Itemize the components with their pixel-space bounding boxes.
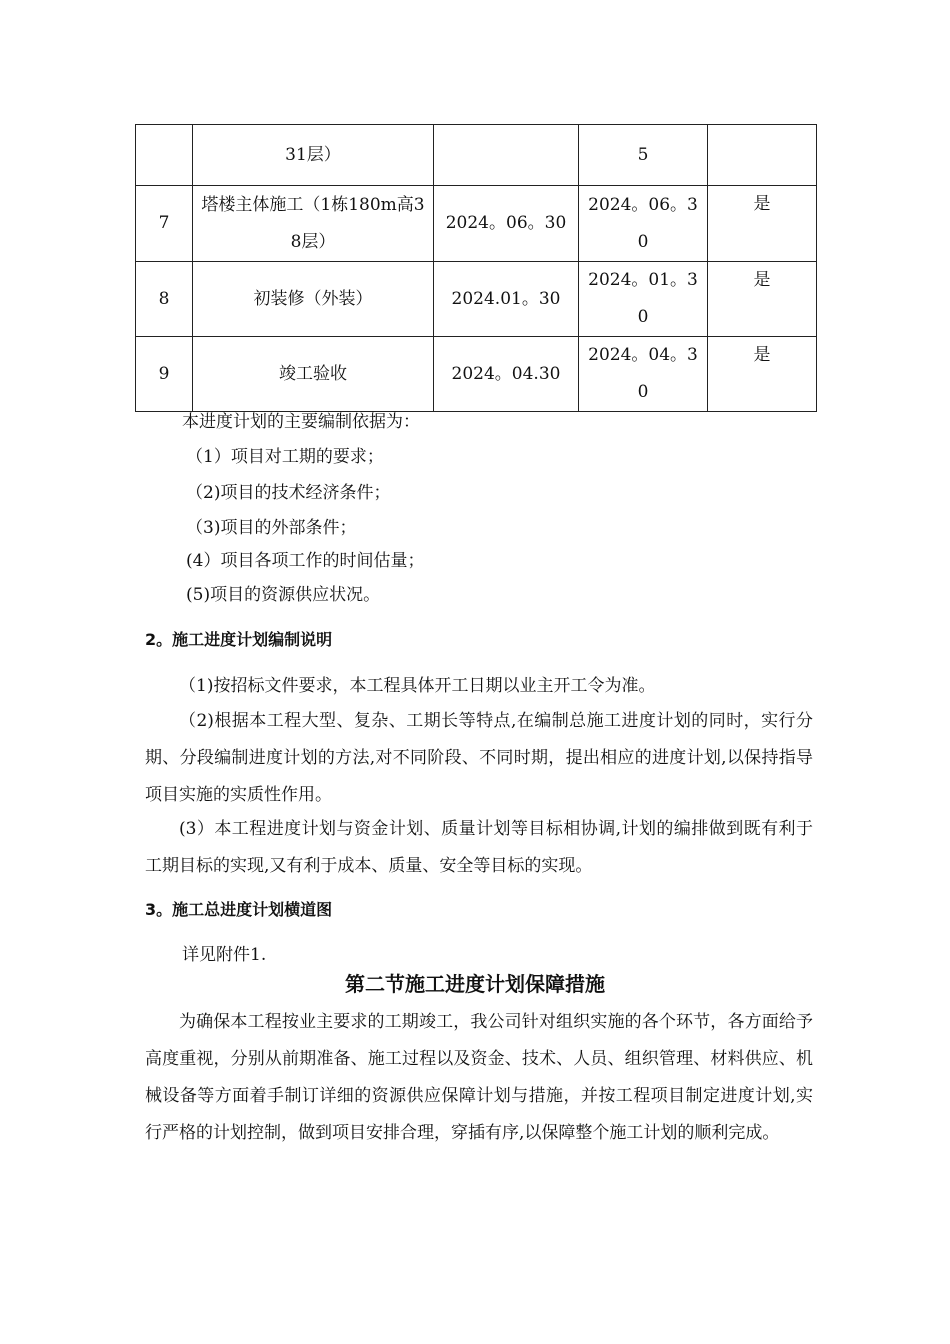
cell-no: 7 bbox=[136, 186, 193, 262]
cell-end: 2024。01。30 bbox=[579, 262, 708, 337]
section-title: 第二节施工进度计划保障措施 bbox=[345, 972, 605, 996]
cell-task: 塔楼主体施工（1栋180m高38层） bbox=[193, 186, 434, 262]
paragraph: （2)根据本工程大型、复杂、工期长等特点,在编制总施工进度计划的同时，实行分期、分段编制进度计划的方法,对不同阶段、不同时期，提出相应的进度计划,以保持指导项目实施的实质性作用。 bbox=[145, 711, 813, 805]
basis-item: （2)项目的技术经济条件； bbox=[186, 483, 391, 503]
schedule-table bbox=[135, 124, 817, 412]
basis-item: (5)项目的资源供应状况。 bbox=[186, 585, 381, 605]
cell-end: 5 bbox=[579, 125, 708, 186]
cell-no bbox=[136, 125, 193, 186]
cell-no: 8 bbox=[136, 262, 193, 337]
cell-end: 2024。06。30 bbox=[579, 186, 708, 262]
cell-task: 31层） bbox=[193, 125, 434, 186]
attachment-note: 详见附件1. bbox=[182, 945, 267, 965]
table-row bbox=[136, 262, 817, 337]
basis-item: （3)项目的外部条件； bbox=[186, 518, 357, 538]
cell-done: 是 bbox=[708, 337, 817, 412]
cell-start: 2024。06。30 bbox=[434, 186, 579, 262]
cell-start: 2024.01。30 bbox=[434, 262, 579, 337]
cell-done: 是 bbox=[708, 262, 817, 337]
cell-start bbox=[434, 125, 579, 186]
cell-done bbox=[708, 125, 817, 186]
cell-task: 竣工验收 bbox=[193, 337, 434, 412]
section-heading-3: 3。施工总进度计划横道图 bbox=[145, 900, 333, 919]
cell-done: 是 bbox=[708, 186, 817, 262]
paragraph: （1)按招标文件要求，本工程具体开工日期以业主开工令为准。 bbox=[179, 676, 656, 696]
cell-end: 2024。04。30 bbox=[579, 337, 708, 412]
table-row bbox=[136, 337, 817, 412]
cell-task: 初装修（外装） bbox=[193, 262, 434, 337]
cell-no: 9 bbox=[136, 337, 193, 412]
cell-start: 2024。04.30 bbox=[434, 337, 579, 412]
section-heading-2: 2。施工进度计划编制说明 bbox=[145, 630, 333, 649]
table-row bbox=[136, 186, 817, 262]
paragraph: 为确保本工程按业主要求的工期竣工，我公司针对组织实施的各个环节，各方面给予高度重视，分别从前期准备、施工过程以及资金、技术、人员、组织管理、材料供应、机械设备等方面着手制订详细的资源供应保障计划与措施，并按工程项目制定进度计划,实行严格的计划控制，做到项目安排合理，穿插有序,以保障整个施工计划的顺利完成。 bbox=[145, 1012, 813, 1143]
basis-item: （1）项目对工期的要求； bbox=[186, 447, 384, 467]
basis-intro: 本进度计划的主要编制依据为： bbox=[182, 412, 420, 432]
table-row bbox=[136, 125, 817, 186]
paragraph: (3）本工程进度计划与资金计划、质量计划等目标相协调,计划的编排做到既有利于工期目标的实现,又有利于成本、质量、安全等目标的实现。 bbox=[145, 819, 813, 876]
basis-item: (4）项目各项工作的时间估量； bbox=[186, 551, 425, 571]
